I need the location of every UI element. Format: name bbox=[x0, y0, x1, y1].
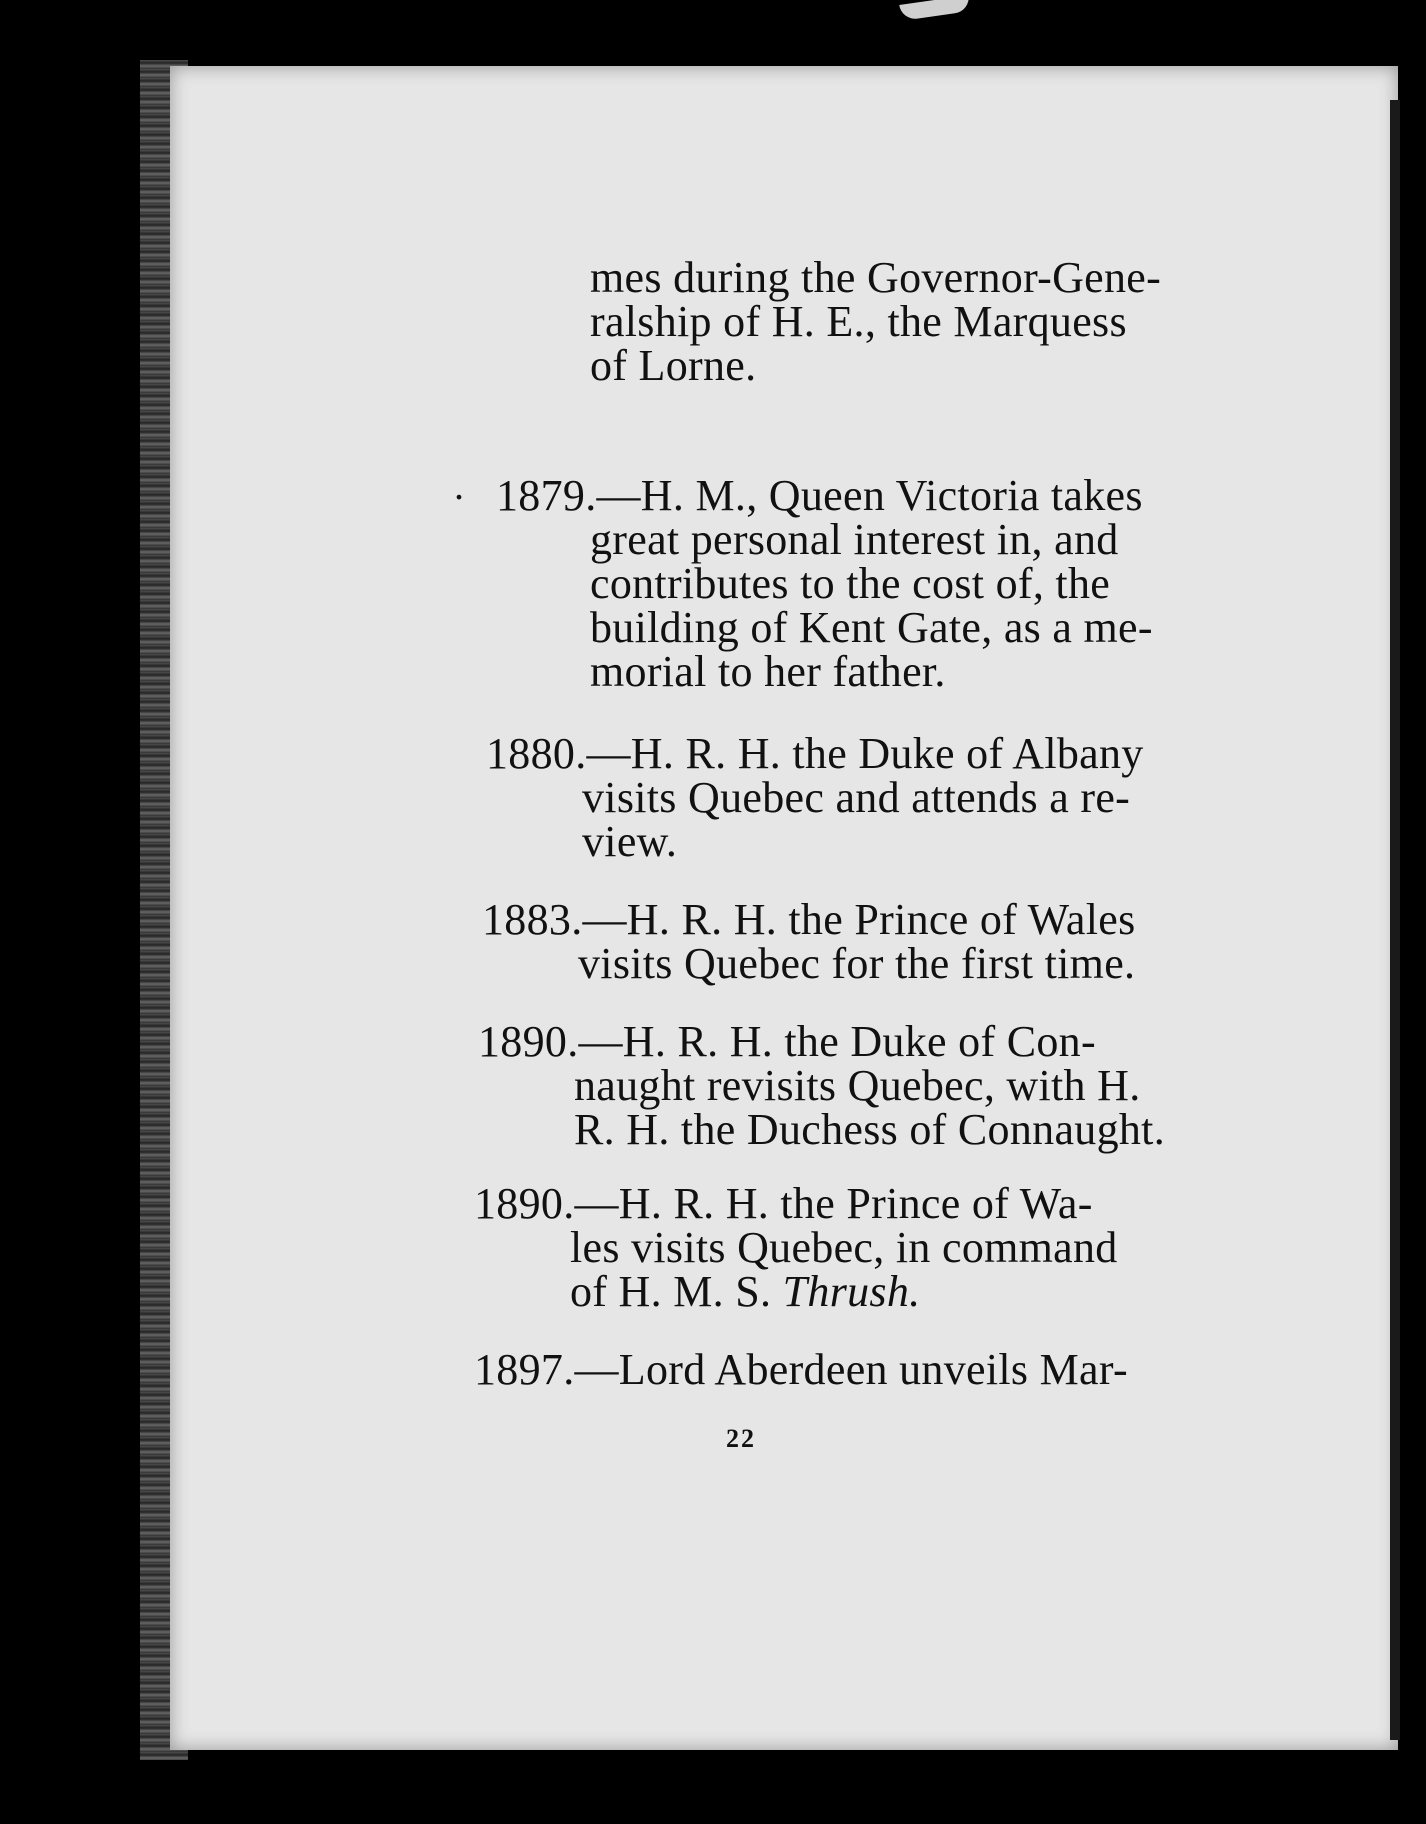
text-line: visits Quebec and attends a re- bbox=[582, 773, 1131, 822]
text-line: mes during the Governor-Gene- bbox=[590, 253, 1162, 302]
page-text bbox=[170, 66, 1398, 1750]
text-line: of Lorne. bbox=[590, 341, 757, 390]
entry-first-line: 1879.—H. M., Queen Victoria takes bbox=[496, 471, 1143, 520]
text-line: R. H. the Duchess of Connaught. bbox=[574, 1105, 1166, 1154]
text-line: contributes to the cost of, the bbox=[590, 559, 1111, 608]
page-right-edge bbox=[1390, 100, 1400, 1740]
entry-first-line: 1880.—H. R. H. the Duke of Albany bbox=[486, 729, 1144, 778]
text-line: building of Kent Gate, as a me- bbox=[590, 603, 1153, 652]
text-line: view. bbox=[582, 817, 678, 866]
text-run: of H. M. S. bbox=[570, 1267, 783, 1316]
entry-first-line: 1890.—H. R. H. the Prince of Wa- bbox=[474, 1179, 1093, 1228]
entry-first-line: 1883.—H. R. H. the Prince of Wales bbox=[482, 895, 1136, 944]
entry-first-line: 1897.—Lord Aberdeen unveils Mar- bbox=[474, 1345, 1128, 1394]
text-line: great personal interest in, and bbox=[590, 515, 1119, 564]
margin-mark: . bbox=[454, 463, 464, 508]
scan-smudge bbox=[899, 0, 971, 21]
text-line: visits Quebec for the first time. bbox=[578, 939, 1136, 988]
text-line: morial to her father. bbox=[590, 647, 946, 696]
ship-name-italic: Thrush. bbox=[782, 1267, 921, 1316]
text-line bbox=[570, 1268, 920, 1316]
text-line: les visits Quebec, in command bbox=[570, 1223, 1118, 1272]
page-number: 22 bbox=[726, 1424, 756, 1453]
book-page bbox=[170, 66, 1398, 1750]
text-line: ralship of H. E., the Marquess bbox=[590, 297, 1127, 346]
entry-first-line: 1890.—H. R. H. the Duke of Con- bbox=[478, 1017, 1096, 1066]
text-line: naught revisits Quebec, with H. bbox=[574, 1061, 1141, 1110]
